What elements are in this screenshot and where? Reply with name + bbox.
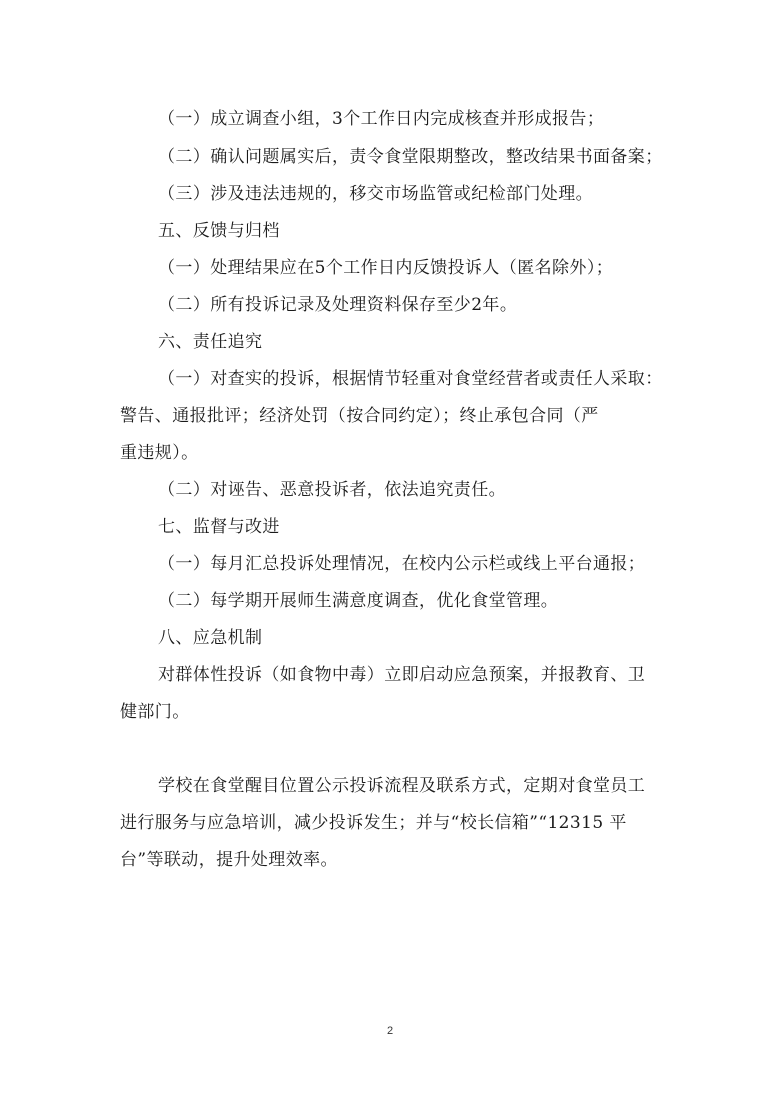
section-heading: 六、责任追究 [158,332,263,352]
section-heading: 七、监督与改进 [158,517,280,537]
paragraph-line: （一）成立调查小组，3个工作日内完成核查并形成报告； [158,109,605,129]
paragraph-line: （一）对查实的投诉，根据情节轻重对食堂经营者或责任人采取： [158,369,663,389]
paragraph-line: （二）所有投诉记录及处理资料保存至少2年。 [158,295,518,315]
paragraph-line: （二）每学期开展师生满意度调查，优化食堂管理。 [158,591,559,611]
paragraph-line: 学校在食堂醒目位置公示投诉流程及联系方式，定期对食堂员工 [158,776,646,796]
paragraph-line: （一）每月汇总投诉处理情况，在校内公示栏或线上平台通报； [158,554,646,574]
paragraph-line: 台”等联动，提升处理效率。 [120,850,338,870]
paragraph-line: 进行服务与应急培训，减少投诉发生；并与“校长信箱”“12315 平 [120,813,627,833]
section-heading: 五、反馈与归档 [158,221,280,241]
section-heading: 八、应急机制 [158,628,263,648]
paragraph-line: 对群体性投诉（如食物中毒）立即启动应急预案，并报教育、卫 [158,665,646,685]
paragraph-line: （二）确认问题属实后，责令食堂限期整改，整改结果书面备案； [158,147,663,167]
paragraph-line: 健部门。 [120,702,190,722]
page-number: 2 [386,1025,394,1037]
paragraph-line: 警告、通报批评；经济处罚（按合同约定）；终止承包合同（严 [120,406,599,426]
paragraph-line: （一）处理结果应在5个工作日内反馈投诉人（匿名除外）； [158,258,614,278]
paragraph-line: 重违规）。 [120,443,199,463]
paragraph-line: （三）涉及违法违规的，移交市场监管或纪检部门处理。 [158,184,593,204]
paragraph-line: （二）对诬告、恶意投诉者，依法追究责任。 [158,480,506,500]
